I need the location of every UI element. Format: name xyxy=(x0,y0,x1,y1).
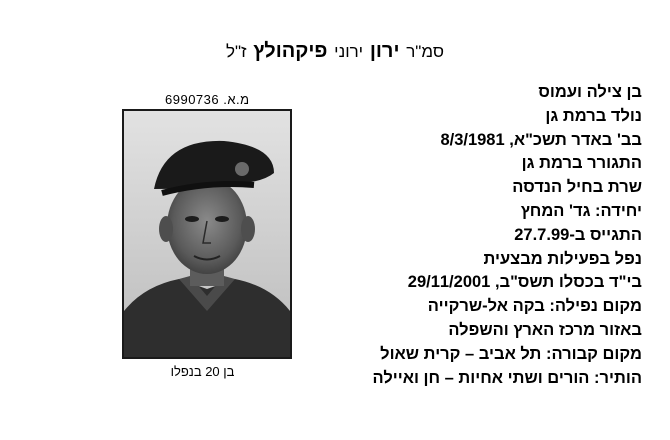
bio-birthplace: נולד ברמת גן xyxy=(545,106,642,125)
bio-burial: מקום קבורה: תל אביב – קרית שאול xyxy=(380,344,642,363)
portrait-photo xyxy=(122,109,292,359)
middle-name: ירוני xyxy=(334,42,364,61)
bio-place-of-fall: מקום נפילה: בקה אל-שרקייה xyxy=(427,297,642,316)
first-name: ירון xyxy=(369,40,400,62)
bio-survivors: הותיר: הורים ושתי אחיות – חן ואיילה xyxy=(372,368,642,387)
last-name: פיקהולץ xyxy=(253,40,328,62)
memorial-header xyxy=(0,40,670,63)
honorific-suffix: ז"ל xyxy=(225,42,247,61)
biography xyxy=(312,81,642,390)
bio-fell: נפל בפעילות מבצעית xyxy=(483,249,642,268)
bio-region: באזור מרכז הארץ והשפלה xyxy=(448,320,642,339)
age-caption: בן 20 בנפלו xyxy=(170,364,235,379)
portrait-image xyxy=(124,111,290,357)
bio-unit: יחידה: גד' המחץ xyxy=(520,201,642,220)
bio-parents: בן צילה ועמוס xyxy=(538,83,642,101)
rank: סמ"ר xyxy=(406,42,444,61)
bio-birthdate: בב' באדר תשכ"א, 8/3/1981 xyxy=(440,130,642,149)
bio-death-date: בי"ד בכסלו תשס"ב, 29/11/2001 xyxy=(407,273,642,292)
bio-residence: התגורר ברמת גן xyxy=(521,154,642,173)
bio-enlistment: התגייס ב-27.7.99 xyxy=(514,225,642,244)
id-number: מ.א. 6990736 xyxy=(165,92,250,107)
photo-block xyxy=(110,92,295,392)
bio-corps: שרת בחיל הנדסה xyxy=(512,178,642,197)
